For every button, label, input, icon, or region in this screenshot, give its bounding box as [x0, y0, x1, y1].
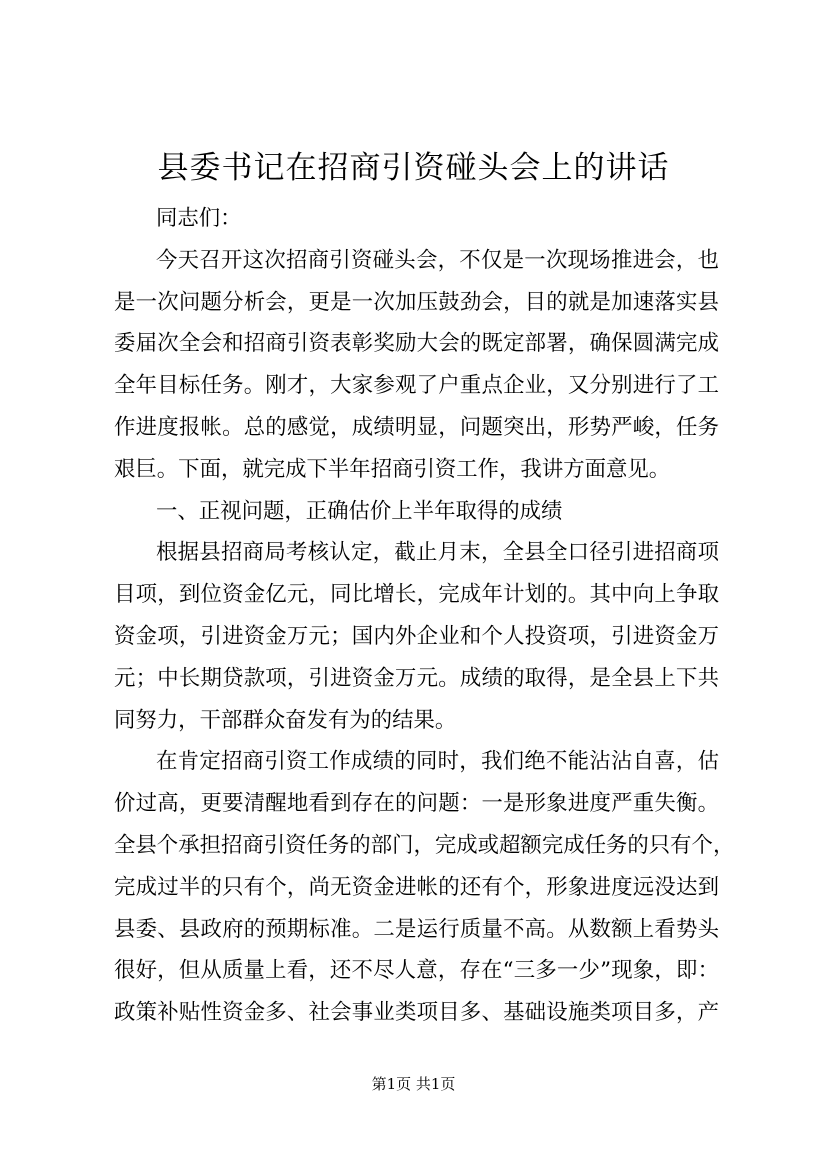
paragraph-line: 根据县招商局考核认定，截止月末，全县全口径引进招商项 [156, 540, 719, 566]
salutation-line: 同志们： [156, 206, 242, 231]
paragraph-line: 同努力，干部群众奋发有为的结果。 [114, 707, 457, 733]
page-footer: 第1页 共1页 [371, 1075, 456, 1093]
paragraph-line: 很好，但从质量上看，还不尽人意，存在“三多一少”现象，即： [114, 958, 719, 984]
paragraph-line: 在肯定招商引资工作成绩的同时，我们绝不能沾沾自喜，估 [156, 749, 719, 775]
paragraph-line: 艰巨。下面，就完成下半年招商引资工作，我讲方面意见。 [114, 456, 671, 482]
paragraph-line: 全年目标任务。刚才，大家参观了户重点企业，又分别进行了工 [114, 373, 719, 399]
paragraph-line: 目项，到位资金亿元，同比增长，完成年计划的。其中向上争取 [114, 582, 719, 608]
document-body [114, 198, 735, 1034]
paragraph-line: 作进度报帐。总的感觉，成绩明显，问题突出，形势严峻，任务 [114, 414, 719, 440]
paragraph-line: 完成过半的只有个，尚无资金进帐的还有个，形象进度远没达到 [114, 874, 719, 900]
paragraph-line: 全县个承担招商引资任务的部门，完成或超额完成任务的只有个， [114, 832, 735, 858]
document-title: 县委书记在招商引资碰头会上的讲话 [157, 150, 670, 186]
paragraph-line: 是一次问题分析会，更是一次加压鼓劲会，目的就是加速落实县 [114, 289, 719, 315]
section-heading: 一、正视问题，正确估价上半年取得的成绩 [156, 498, 563, 524]
paragraph-line: 委届次全会和招商引资表彰奖励大会的既定部署，确保圆满完成 [114, 331, 719, 357]
paragraph-line: 资金项，引进资金万元；国内外企业和个人投资项，引进资金万 [114, 623, 719, 649]
paragraph-line: 价过高，更要清醒地看到存在的问题：一是形象进度严重失衡。 [114, 791, 719, 817]
paragraph-line: 政策补贴性资金多、社会事业类项目多、基础设施类项目多，产 [114, 1000, 719, 1026]
paragraph-line: 今天召开这次招商引资碰头会，不仅是一次现场推进会，也 [156, 247, 719, 273]
paragraph-line: 县委、县政府的预期标准。二是运行质量不高。从数额上看势头 [114, 916, 719, 942]
paragraph-line: 元；中长期贷款项，引进资金万元。成绩的取得，是全县上下共 [114, 665, 719, 691]
